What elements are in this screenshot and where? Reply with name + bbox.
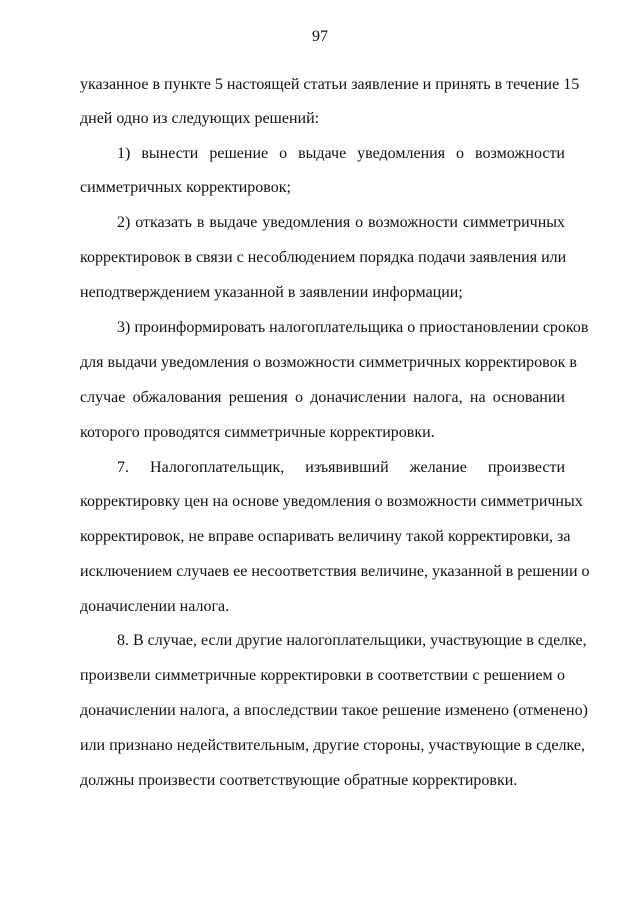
text-line: 8. В случае, если другие налогоплательщики, участвующие в сделке, bbox=[117, 632, 587, 649]
text-line: корректировок, не вправе оспаривать величину такой корректировки, за bbox=[80, 528, 571, 545]
text-line: дней одно из следующих решений: bbox=[80, 110, 320, 127]
text-line: неподтверждением указанной в заявлении информации; bbox=[80, 284, 463, 301]
text-line: доначислении налога. bbox=[80, 598, 230, 615]
text-line: или признано недействительным, другие стороны, участвующие в сделке, bbox=[80, 737, 585, 754]
text-line: 3) проинформировать налогоплательщика о приостановлении сроков bbox=[117, 319, 589, 336]
text-line: корректировок в связи с несоблюдением порядка подачи заявления или bbox=[80, 249, 567, 266]
text-line: произвели симметричные корректировки в соответствии с решением о bbox=[80, 667, 565, 684]
text-line: 7. Налогоплательщик, изъявивший желание произвести bbox=[117, 459, 565, 476]
text-line: симметричных корректировок; bbox=[80, 179, 291, 196]
text-line: доначислении налога, а впоследствии такое решение изменено (отменено) bbox=[80, 702, 588, 719]
text-line: которого проводятся симметричные корректировки. bbox=[80, 424, 435, 441]
text-line: 1) вынести решение о выдаче уведомления о возможности bbox=[117, 145, 565, 162]
text-line: исключением случаев ее несоответствия величине, указанной в решении о bbox=[80, 563, 590, 580]
text-line: для выдачи уведомления о возможности симметричных корректировок в bbox=[80, 354, 577, 371]
text-line: 2) отказать в выдаче уведомления о возможности симметричных bbox=[117, 214, 565, 231]
text-line: корректировку цен на основе уведомления о возможности симметричных bbox=[80, 493, 583, 510]
page-number: 97 bbox=[312, 28, 328, 45]
text-line: указанное в пункте 5 настоящей статьи заявление и принять в течение 15 bbox=[80, 76, 580, 93]
text-line: должны произвести соответствующие обратные корректировки. bbox=[80, 772, 518, 789]
text-line: случае обжалования решения о доначислении налога, на основании bbox=[80, 389, 565, 406]
